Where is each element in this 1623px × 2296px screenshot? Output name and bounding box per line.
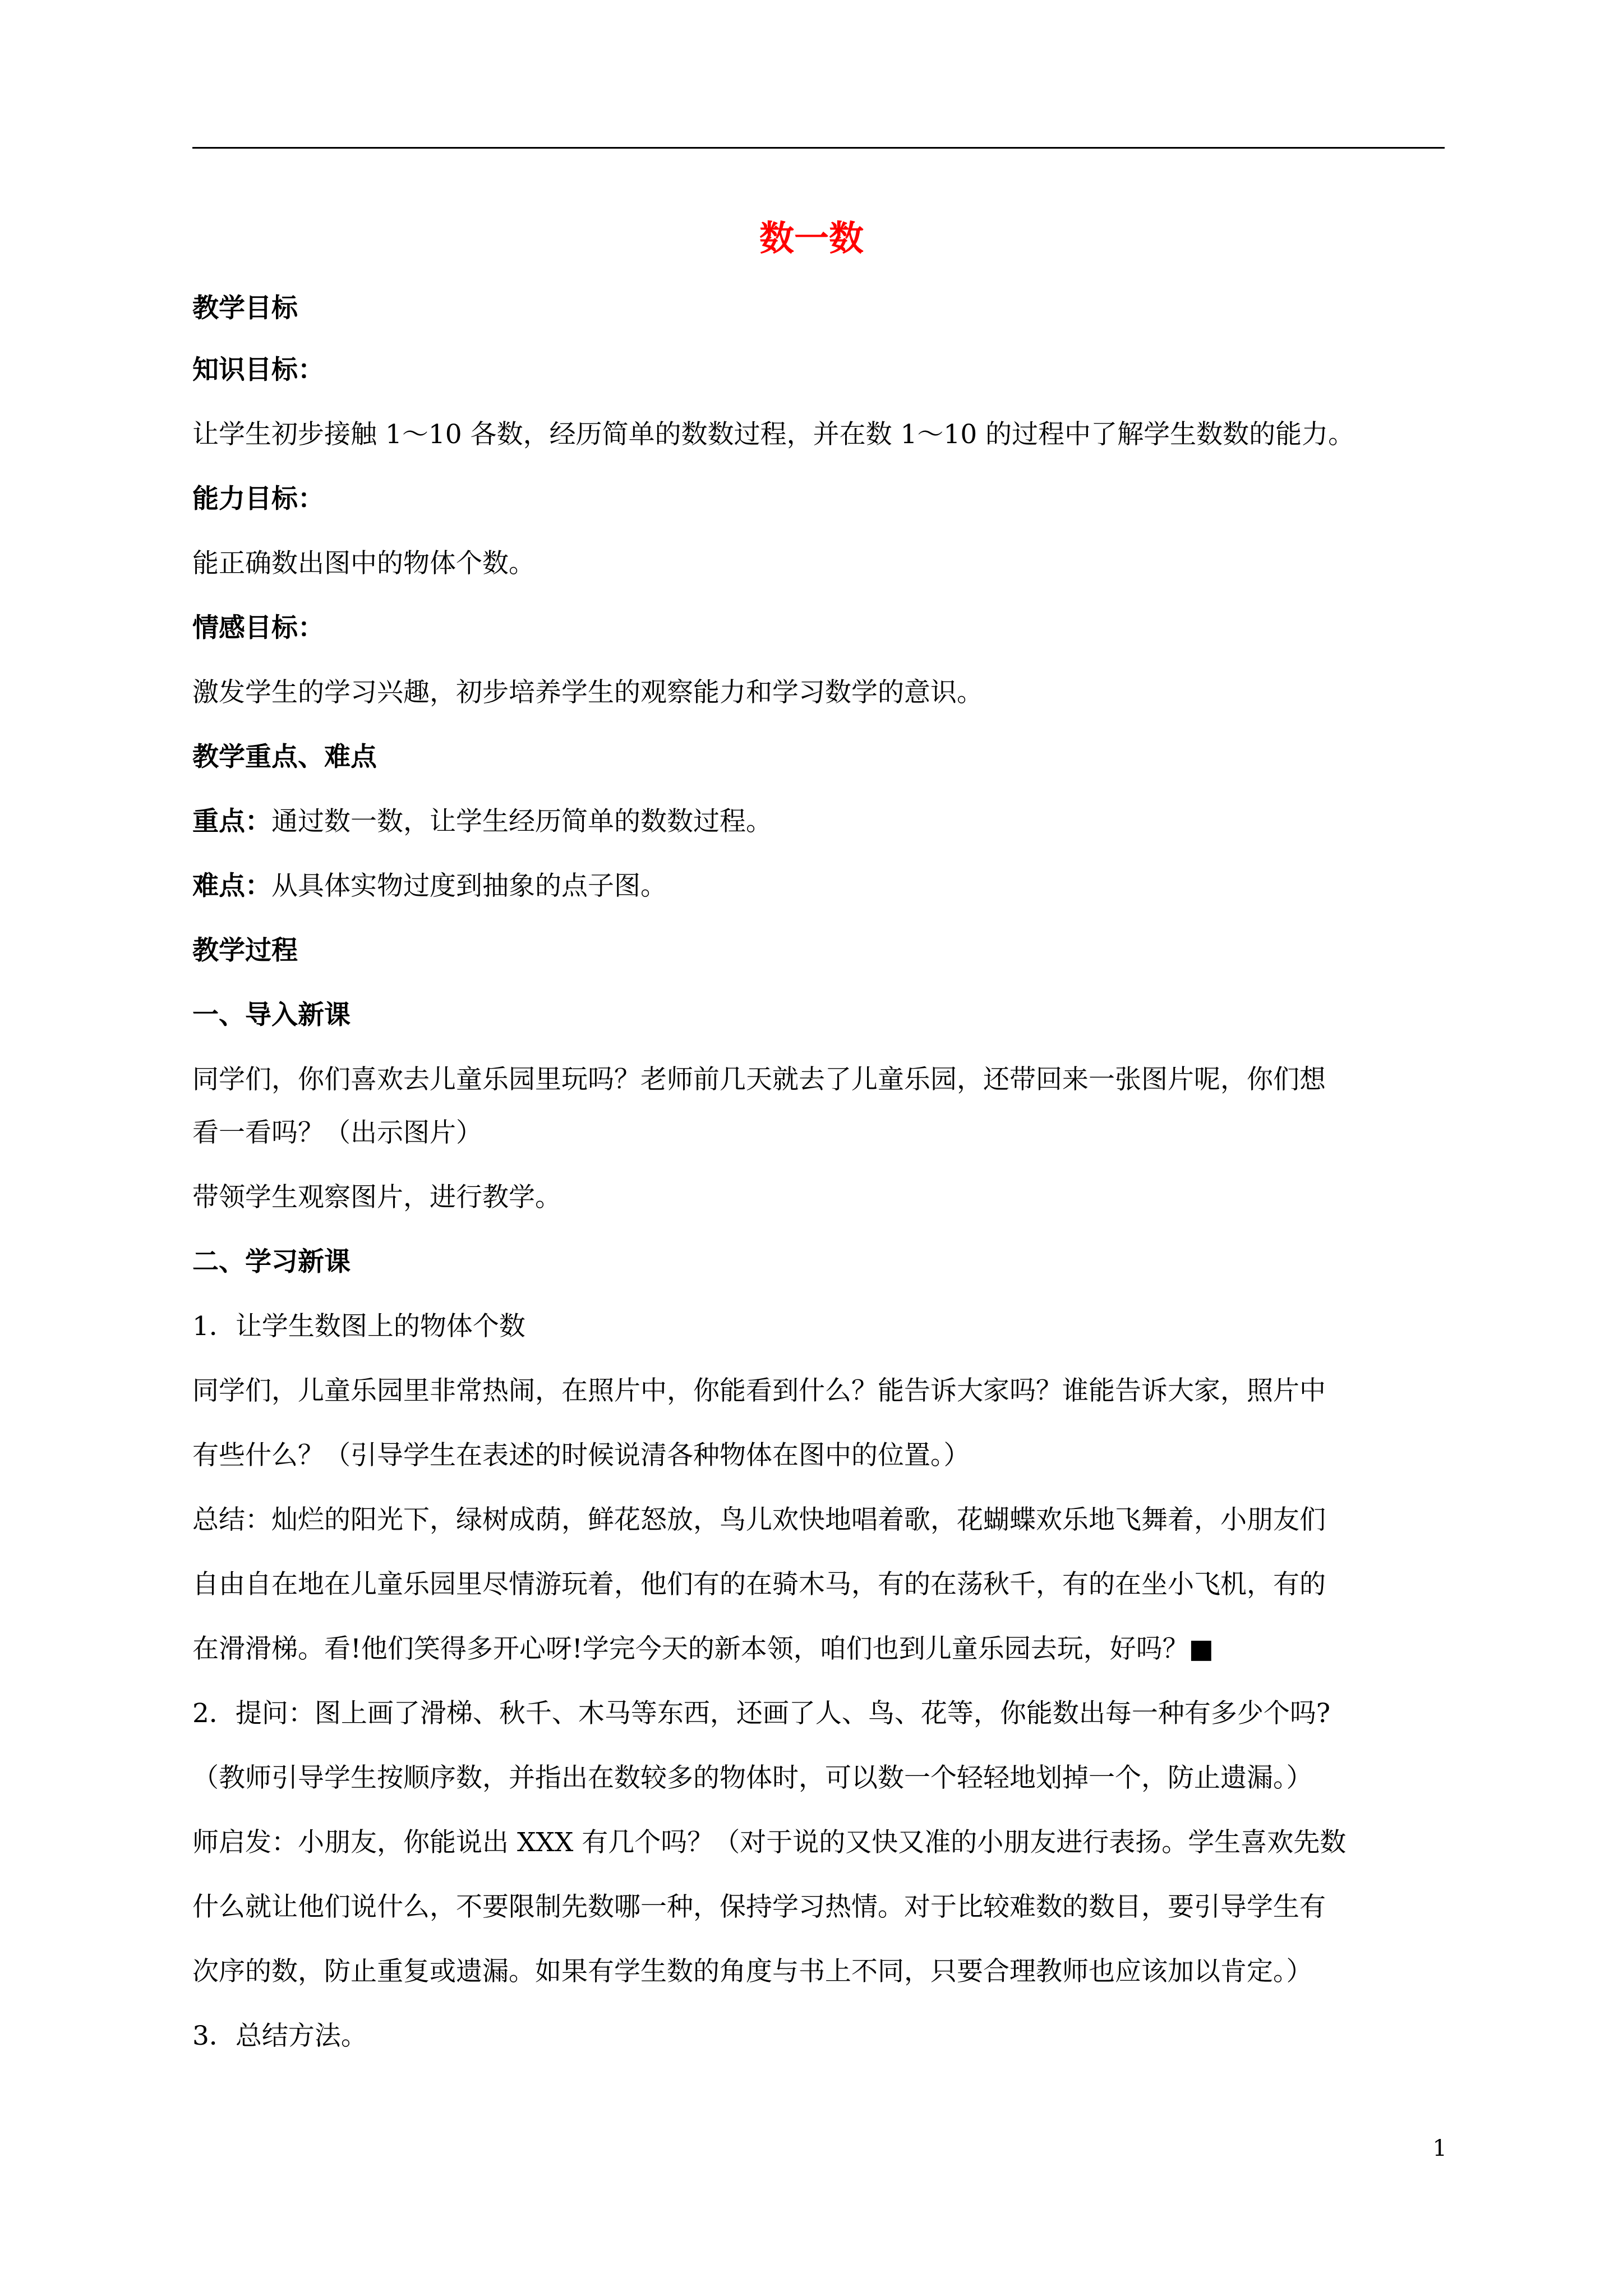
part2-line: 次序的数，防止重复或遗漏。如果有学生数的角度与书上不同，只要合理教师也应该加以肯定。）	[192, 1956, 1313, 1987]
part2-line: 3．总结方法。	[192, 2021, 367, 2051]
page-number: 1	[1432, 2136, 1447, 2161]
part2-line: 总结：灿烂的阳光下，绿树成荫，鲜花怒放，鸟儿欢快地唱着歌，花蝴蝶欢乐地飞舞着，小朋友们	[192, 1504, 1326, 1535]
heading-part-1: 一、导入新课	[192, 1000, 351, 1030]
heading-emotion-goals: 情感目标：	[192, 613, 324, 643]
part2-line: （教师引导学生按顺序数，并指出在数较多的物体时，可以数一个轻轻地划掉一个，防止遗漏。）	[192, 1763, 1313, 1793]
part2-line: 同学们，儿童乐园里非常热闹，在照片中，你能看到什么？能告诉大家吗？谁能告诉大家，照片中	[192, 1375, 1326, 1406]
difficulty-label: 难点：	[192, 871, 271, 901]
part1-line: 看一看吗？（出示图片）	[192, 1117, 482, 1148]
focus-paragraph	[192, 805, 772, 839]
header-rule	[192, 147, 1445, 149]
difficulty-paragraph	[192, 869, 667, 903]
part2-line: 在滑滑梯。看!他们笑得多开心呀!学完今天的新本领，咱们也到儿童乐园去玩，好吗？■	[192, 1634, 1214, 1664]
part2-line: 师启发：小朋友，你能说出 XXX 有几个吗？（对于说的又快又准的小朋友进行表扬。学生喜欢先数	[192, 1827, 1347, 1858]
part2-line: 2．提问：图上画了滑梯、秋千、木马等东西，还画了人、鸟、花等，你能数出每一种有多少个吗?	[192, 1698, 1331, 1729]
ability-goals-text: 能正确数出图中的物体个数。	[192, 548, 535, 579]
emotion-goals-text: 激发学生的学习兴趣，初步培养学生的观察能力和学习数学的意识。	[192, 677, 983, 708]
page-title: 数一数	[759, 218, 864, 259]
part1-line: 同学们，你们喜欢去儿童乐园里玩吗？老师前几天就去了儿童乐园，还带回来一张图片呢，你们想	[192, 1064, 1326, 1095]
heading-ability-goals: 能力目标：	[192, 484, 324, 514]
knowledge-goals-text: 让学生初步接触 1～10 各数，经历简单的数数过程，并在数 1～10 的过程中了解学生数数的能力。	[192, 419, 1355, 450]
heading-knowledge-goals: 知识目标：	[192, 355, 324, 385]
part2-line: 自由自在地在儿童乐园里尽情游玩着，他们有的在骑木马，有的在荡秋千，有的在坐小飞机，有的	[192, 1569, 1326, 1600]
part2-line: 1．让学生数图上的物体个数	[192, 1311, 525, 1342]
heading-teaching-goals: 教学目标	[192, 293, 298, 324]
difficulty-text: 从具体实物过度到抽象的点子图。	[271, 871, 667, 901]
focus-label: 重点：	[192, 806, 271, 837]
heading-part-2: 二、学习新课	[192, 1246, 351, 1277]
heading-teaching-process: 教学过程	[192, 935, 298, 966]
part1-line: 带领学生观察图片，进行教学。	[192, 1182, 561, 1213]
part2-line: 什么就让他们说什么，不要限制先数哪一种，保持学习热情。对于比较难数的数目，要引导学生有	[192, 1892, 1326, 1922]
part2-line: 有些什么？（引导学生在表述的时候说清各种物体在图中的位置。）	[192, 1440, 970, 1471]
heading-key-points: 教学重点、难点	[192, 742, 377, 772]
focus-text: 通过数一数，让学生经历简单的数数过程。	[271, 806, 772, 837]
